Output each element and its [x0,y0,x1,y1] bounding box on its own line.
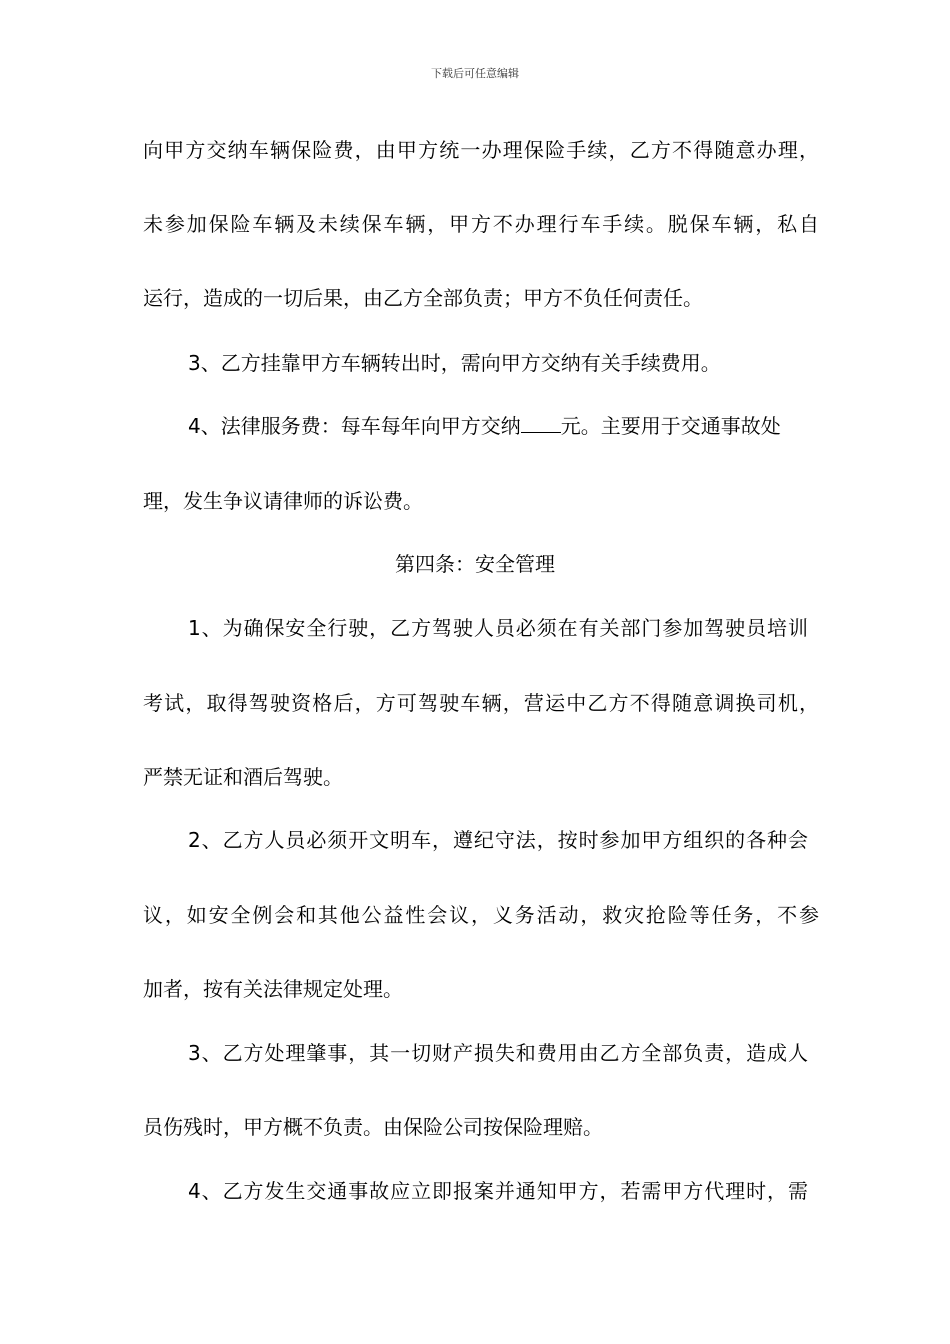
section-heading: 第四条：安全管理 [395,552,555,576]
fee-blank [521,412,561,433]
clause-4-line [188,412,781,440]
clause-3b-line: 3、乙方处理肇事，其一切财产损失和费用由乙方全部负责，造成人 [188,1041,808,1065]
clause-4-text-before: 4、法律服务费：每车每年向甲方交纳 [188,414,521,438]
body-line: 议，如安全例会和其他公益性会议，义务活动，救灾抢险等任务，不参 [143,903,819,927]
body-line: 向甲方交纳车辆保险费，由甲方统一办理保险手续，乙方不得随意办理， [143,138,819,162]
clause-3-line: 3、乙方挂靠甲方车辆转出时，需向甲方交纳有关手续费用。 [188,351,721,375]
body-line: 员伤残时，甲方概不负责。由保险公司按保险理赔。 [143,1115,603,1139]
clause-2-line: 2、乙方人员必须开文明车，遵纪守法，按时参加甲方组织的各种会 [188,828,808,852]
clause-4b-line: 4、乙方发生交通事故应立即报案并通知甲方，若需甲方代理时，需 [188,1179,808,1203]
clause-4-text-after: 元。主要用于交通事故处 [560,414,781,438]
body-line: 加者，按有关法律规定处理。 [143,977,403,1001]
body-line: 未参加保险车辆及未续保车辆，甲方不办理行车手续。脱保车辆，私自 [143,212,819,236]
body-line: 严禁无证和酒后驾驶。 [143,765,343,789]
body-line: 运行，造成的一切后果，由乙方全部负责；甲方不负任何责任。 [143,286,703,310]
body-line: 考试，取得驾驶资格后，方可驾驶车辆，营运中乙方不得随意调换司机， [143,691,819,715]
body-line: 理，发生争议请律师的诉讼费。 [143,489,423,513]
page-header: 下载后可任意编辑 [431,67,519,80]
clause-1-line: 1、为确保安全行驶，乙方驾驶人员必须在有关部门参加驾驶员培训 [188,616,808,640]
